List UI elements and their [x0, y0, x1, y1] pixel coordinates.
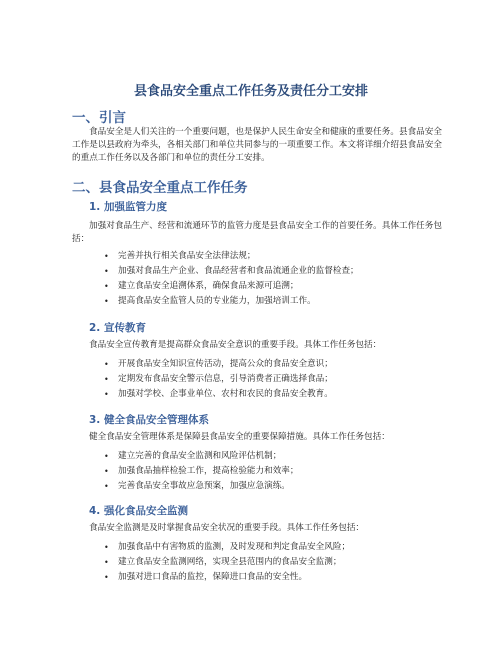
bullet-icon: • — [104, 558, 109, 567]
list-item: • 加强食品抽样检验工作，提高检验能力和效率； — [104, 464, 298, 479]
bullet-icon: • — [104, 267, 109, 276]
list-item: • 加强对进口食品的监控，保障进口食品的安全性。 — [104, 570, 350, 585]
bullet-icon: • — [104, 452, 109, 461]
list-item: • 加强对食品生产企业、食品经营者和食品流通企业的监督检查； — [104, 264, 359, 279]
bullet-icon: • — [104, 543, 109, 552]
list-item: • 建立完善的食品安全监测和风险评估机制； — [104, 449, 298, 464]
section-heading-tasks: 二、县食品安全重点工作任务 — [72, 180, 248, 196]
task-list-1 — [104, 249, 359, 309]
list-item: • 加强食品中有害物质的监测，及时发现和判定食品安全风险； — [104, 540, 350, 555]
subsection-paragraph-4: 食品安全监测是及时掌握食品安全状况的重要手段。具体工作任务包括： — [89, 523, 365, 533]
bullet-icon: • — [104, 360, 109, 369]
task-list-4 — [104, 540, 350, 585]
bullet-icon: • — [104, 375, 109, 384]
task-list-3 — [104, 449, 298, 494]
list-item: • 完善食品安全事故应急预案，加强应急演练。 — [104, 479, 298, 494]
intro-paragraph: 食品安全是人们关注的一个重要问题，也是保护人民生命安全和健康的重要任务。县食品安全工作是以县政府为牵头，各相关部门和单位共同参与的一项重要工作。本文将详细介绍县食品安全的重点工作任务以及各部门和单位的责任分工安排。 — [72, 127, 442, 163]
document-title: 县食品安全重点工作任务及责任分工安排 — [133, 84, 368, 99]
subsection-heading-4: 4. 强化食品安全监测 — [89, 505, 188, 517]
list-item: • 提高食品安全监管人员的专业能力，加强培训工作。 — [104, 294, 359, 309]
list-item: • 开展食品安全知识宣传活动，提高公众的食品安全意识； — [104, 357, 333, 372]
subsection-heading-1: 1. 加强监管力度 — [89, 201, 167, 213]
list-item: • 建立食品安全追溯体系，确保食品来源可追溯； — [104, 279, 359, 294]
subsection-heading-2: 2. 宣传教育 — [89, 322, 146, 334]
bullet-icon: • — [104, 390, 109, 399]
subsection-heading-3: 3. 健全食品安全管理体系 — [89, 414, 209, 426]
subsection-paragraph-3: 健全食品安全管理体系是保障县食品安全的重要保障措施。具体工作任务包括： — [89, 432, 390, 442]
bullet-icon: • — [104, 467, 109, 476]
task-list-2 — [104, 357, 333, 402]
bullet-icon: • — [104, 573, 109, 582]
list-item: • 定期发布食品安全警示信息，引导消费者正确选择食品； — [104, 372, 333, 387]
bullet-icon: • — [104, 252, 109, 261]
list-item: • 建立食品安全监测网络，实现全县范围内的食品安全监测； — [104, 555, 350, 570]
bullet-icon: • — [104, 297, 109, 306]
section-heading-intro: 一、引言 — [72, 110, 126, 126]
list-item: • 加强对学校、企事业单位、农村和农民的食品安全教育。 — [104, 387, 333, 402]
subsection-paragraph-2: 食品安全宣传教育是提高群众食品安全意识的重要手段。具体工作任务包括： — [89, 340, 382, 350]
subsection-paragraph-1: 加强对食品生产、经营和流通环节的监管力度是县食品安全工作的首要任务。具体工作任务包括： — [72, 221, 442, 244]
bullet-icon: • — [104, 282, 109, 291]
bullet-icon: • — [104, 482, 109, 491]
list-item: • 完善并执行相关食品安全法律法规； — [104, 249, 359, 264]
